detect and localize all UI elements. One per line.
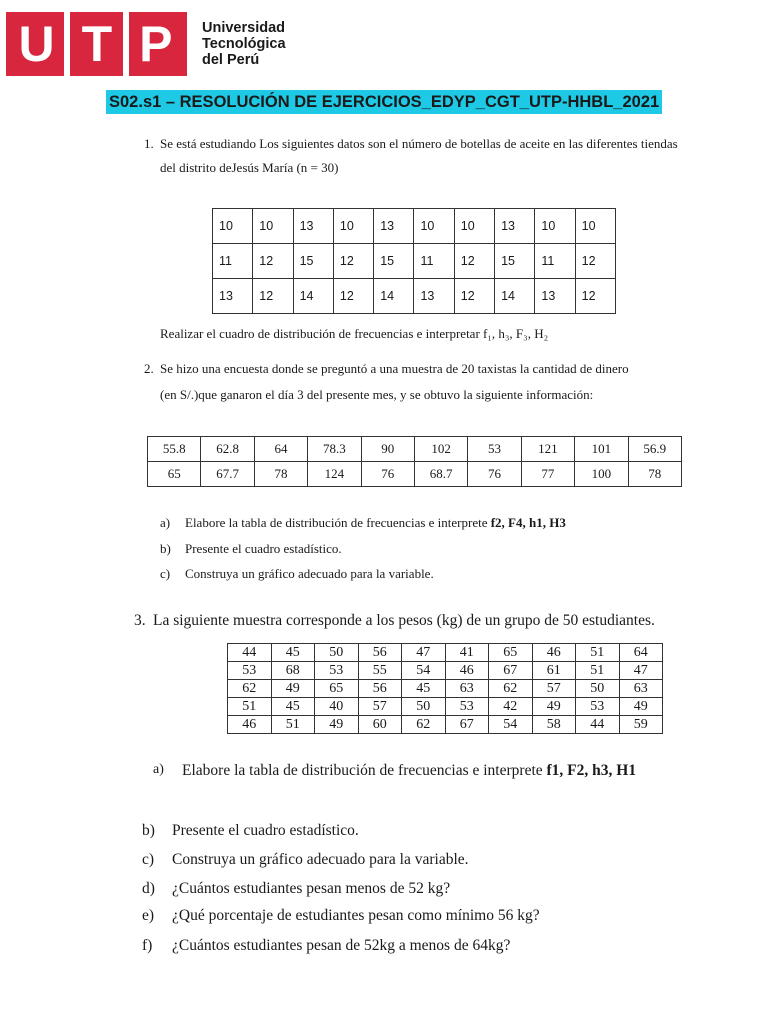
table-cell: 53 xyxy=(445,698,489,716)
table-cell: 67 xyxy=(445,716,489,734)
table-cell: 64 xyxy=(254,437,307,462)
table-row xyxy=(228,662,663,680)
table-cell: 12 xyxy=(575,244,615,279)
table-cell: 57 xyxy=(358,698,402,716)
table-cell: 49 xyxy=(619,698,663,716)
ex1-instruction: Realizar el cuadro de distribución de frecuencias e interpretar f₁, h₃, F₃, H₂ xyxy=(160,326,549,341)
table-cell: 51 xyxy=(576,662,620,680)
table-cell: 10 xyxy=(414,209,454,244)
table-cell: 10 xyxy=(454,209,494,244)
ex2-table xyxy=(147,436,682,487)
ex2-item-label: a) xyxy=(160,515,171,530)
table-cell: 12 xyxy=(333,244,373,279)
table-cell: 13 xyxy=(293,209,333,244)
ex2-item xyxy=(185,510,566,536)
table-cell: 53 xyxy=(315,662,359,680)
table-cell: 90 xyxy=(361,437,414,462)
table-cell: 78.3 xyxy=(308,437,361,462)
logo-letter-p: P xyxy=(139,16,175,72)
ex3-number: 3. xyxy=(134,612,146,629)
table-cell: 50 xyxy=(315,644,359,662)
logo-letters xyxy=(6,12,187,76)
table-row xyxy=(148,437,682,462)
table-cell: 10 xyxy=(213,209,253,244)
table-cell: 12 xyxy=(253,244,293,279)
ex3-item-label: f) xyxy=(142,937,153,954)
ex1-line1: Se está estudiando Los siguientes datos son el número de botellas de aceite en las diferentes tiendas xyxy=(160,136,678,151)
table-cell: 67 xyxy=(489,662,533,680)
logo-divider xyxy=(123,12,129,76)
table-cell: 49 xyxy=(532,698,576,716)
table-cell: 53 xyxy=(468,437,521,462)
table-cell: 68.7 xyxy=(414,462,467,487)
university-line1: Universidad xyxy=(202,20,285,36)
table-cell: 78 xyxy=(628,462,681,487)
table-cell: 78 xyxy=(254,462,307,487)
ex2-item-label: c) xyxy=(160,566,171,581)
table-row xyxy=(228,716,663,734)
table-cell: 45 xyxy=(271,644,315,662)
table-cell: 53 xyxy=(576,698,620,716)
ex2-number: 2. xyxy=(144,361,154,376)
ex2-item-text: Construya un gráfico adecuado para la variable. xyxy=(185,566,434,581)
table-cell: 100 xyxy=(575,462,628,487)
ex3-item-text: ¿Qué porcentaje de estudiantes pesan como mínimo 56 kg? xyxy=(172,907,540,924)
table-cell: 14 xyxy=(495,279,535,314)
table-cell: 12 xyxy=(253,279,293,314)
table-cell: 15 xyxy=(495,244,535,279)
logo-divider xyxy=(64,12,70,76)
table-cell: 51 xyxy=(271,716,315,734)
table-cell: 53 xyxy=(228,662,272,680)
table-cell: 10 xyxy=(575,209,615,244)
ex3-item-a-label: a) xyxy=(153,762,164,777)
table-cell: 12 xyxy=(575,279,615,314)
table-cell: 65 xyxy=(148,462,201,487)
ex3-item-label: c) xyxy=(142,851,155,868)
table-cell: 49 xyxy=(271,680,315,698)
table-row xyxy=(213,209,616,244)
table-cell: 76 xyxy=(361,462,414,487)
table-cell: 50 xyxy=(576,680,620,698)
table-cell: 13 xyxy=(213,279,253,314)
table-cell: 50 xyxy=(402,698,446,716)
ex1-line2: del distrito deJesús María (n = 30) xyxy=(160,160,339,175)
ex3-item-a xyxy=(182,762,636,780)
table-row xyxy=(148,462,682,487)
table-cell: 13 xyxy=(414,279,454,314)
table-row xyxy=(228,698,663,716)
table-cell: 14 xyxy=(374,279,414,314)
university-line2: Tecnológica xyxy=(202,36,286,52)
table-cell: 55 xyxy=(358,662,402,680)
table-cell: 13 xyxy=(495,209,535,244)
table-cell: 51 xyxy=(228,698,272,716)
table-cell: 49 xyxy=(315,716,359,734)
table-cell: 62 xyxy=(402,716,446,734)
ex2-item-bold: f2, F4, h1, H3 xyxy=(490,515,566,530)
table-cell: 44 xyxy=(576,716,620,734)
ex3-item-label: e) xyxy=(142,907,155,924)
ex3-item-text: ¿Cuántos estudiantes pesan de 52kg a menos de 64kg? xyxy=(172,937,511,954)
university-name xyxy=(202,20,286,68)
table-row xyxy=(213,279,616,314)
table-cell: 65 xyxy=(315,680,359,698)
table-row xyxy=(228,644,663,662)
table-cell: 40 xyxy=(315,698,359,716)
table-cell: 59 xyxy=(619,716,663,734)
table-cell: 10 xyxy=(333,209,373,244)
ex3-table xyxy=(227,643,663,734)
ex2-item-text: Elabore la tabla de distribución de frecuencias e interprete xyxy=(185,515,491,530)
page-title: S02.s1 – RESOLUCIÓN DE EJERCICIOS_EDYP_CGT_UTP-HHBL_2021 xyxy=(106,90,662,114)
table-cell: 47 xyxy=(619,662,663,680)
table-cell: 63 xyxy=(619,680,663,698)
table-cell: 56 xyxy=(358,680,402,698)
table-cell: 10 xyxy=(253,209,293,244)
table-cell: 42 xyxy=(489,698,533,716)
ex3-item-text: Presente el cuadro estadístico. xyxy=(172,822,359,839)
ex3-item-a-text: Elabore la tabla de distribución de frecuencias e interprete xyxy=(182,762,547,779)
ex1-number: 1. xyxy=(144,136,154,151)
table-cell: 76 xyxy=(468,462,521,487)
table-cell: 47 xyxy=(402,644,446,662)
table-cell: 12 xyxy=(454,244,494,279)
ex2-item xyxy=(185,536,342,562)
table-cell: 12 xyxy=(454,279,494,314)
table-cell: 11 xyxy=(213,244,253,279)
table-row xyxy=(228,680,663,698)
ex2-item-text: Presente el cuadro estadístico. xyxy=(185,541,342,556)
university-line3: del Perú xyxy=(202,52,260,68)
table-cell: 124 xyxy=(308,462,361,487)
table-cell: 58 xyxy=(532,716,576,734)
table-cell: 57 xyxy=(532,680,576,698)
ex3-item-text: ¿Cuántos estudiantes pesan menos de 52 kg? xyxy=(172,880,451,897)
table-cell: 68 xyxy=(271,662,315,680)
ex2-item-label: b) xyxy=(160,541,171,556)
ex3-line1: La siguiente muestra corresponde a los pesos (kg) de un grupo de 50 estudiantes. xyxy=(153,612,655,629)
table-cell: 45 xyxy=(402,680,446,698)
ex3-item-label: b) xyxy=(142,822,155,839)
table-cell: 54 xyxy=(402,662,446,680)
table-cell: 121 xyxy=(521,437,574,462)
table-cell: 44 xyxy=(228,644,272,662)
table-cell: 54 xyxy=(489,716,533,734)
table-row xyxy=(213,244,616,279)
table-cell: 67.7 xyxy=(201,462,254,487)
ex3-item-a-bold: f1, F2, h3, H1 xyxy=(546,762,637,779)
table-cell: 65 xyxy=(489,644,533,662)
ex2-item xyxy=(185,561,434,587)
ex1-table xyxy=(212,208,616,314)
table-cell: 11 xyxy=(535,244,575,279)
table-cell: 11 xyxy=(414,244,454,279)
table-cell: 56.9 xyxy=(628,437,681,462)
ex3-item-text: Construya un gráfico adecuado para la variable. xyxy=(172,851,469,868)
table-cell: 15 xyxy=(374,244,414,279)
table-cell: 55.8 xyxy=(148,437,201,462)
ex3-item-label: d) xyxy=(142,880,155,897)
table-cell: 63 xyxy=(445,680,489,698)
table-cell: 45 xyxy=(271,698,315,716)
table-cell: 101 xyxy=(575,437,628,462)
table-cell: 12 xyxy=(333,279,373,314)
table-cell: 77 xyxy=(521,462,574,487)
table-cell: 41 xyxy=(445,644,489,662)
table-cell: 56 xyxy=(358,644,402,662)
table-cell: 64 xyxy=(619,644,663,662)
table-cell: 62 xyxy=(489,680,533,698)
table-cell: 61 xyxy=(532,662,576,680)
table-cell: 10 xyxy=(535,209,575,244)
logo-letter-t: T xyxy=(81,16,115,72)
table-cell: 62 xyxy=(228,680,272,698)
ex2-line1: Se hizo una encuesta donde se preguntó a una muestra de 20 taxistas la cantidad de dinero xyxy=(160,361,629,376)
table-cell: 102 xyxy=(414,437,467,462)
table-cell: 46 xyxy=(532,644,576,662)
table-cell: 51 xyxy=(576,644,620,662)
table-cell: 13 xyxy=(535,279,575,314)
table-cell: 46 xyxy=(445,662,489,680)
utp-logo xyxy=(6,12,187,76)
table-cell: 14 xyxy=(293,279,333,314)
table-cell: 46 xyxy=(228,716,272,734)
table-cell: 15 xyxy=(293,244,333,279)
ex2-line2: (en S/.)que ganaron el día 3 del presente mes, y se obtuvo la siguiente información: xyxy=(160,387,594,402)
table-cell: 13 xyxy=(374,209,414,244)
table-cell: 60 xyxy=(358,716,402,734)
table-cell: 62.8 xyxy=(201,437,254,462)
logo-letter-u: U xyxy=(18,16,57,72)
